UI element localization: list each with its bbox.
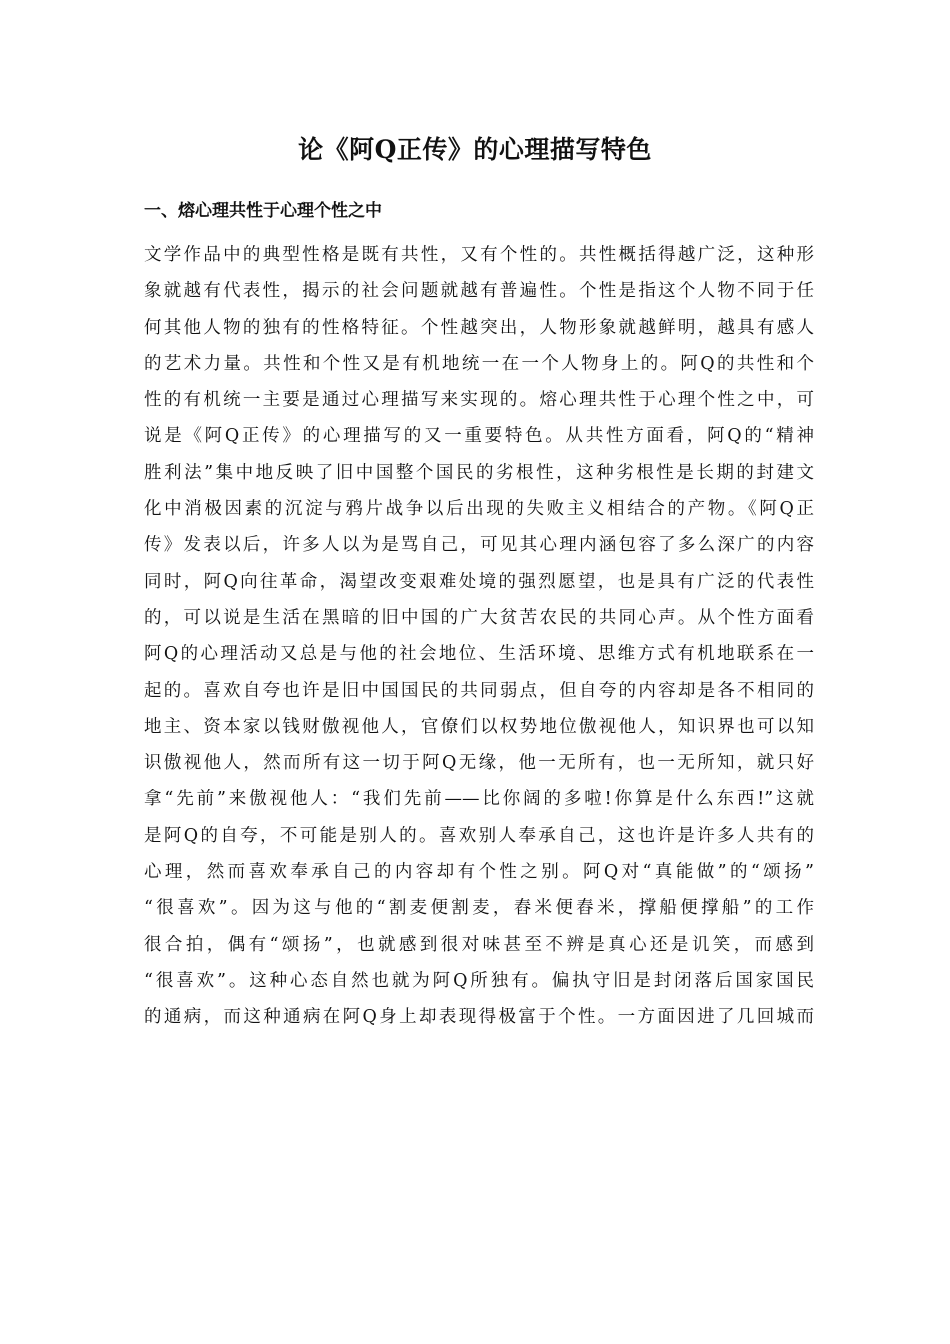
text-line: 性的有机统一主要是通过心理描写来实现的。熔心理共性于心理个性之中，可	[144, 390, 814, 411]
text-line: “很喜欢”。因为这与他的“割麦便割麦，舂米便舂米，撑船便撑船”的工作	[144, 898, 814, 919]
text-line: 起的。喜欢自夸也许是旧中国国民的共同弱点，但自夸的内容却是各不相同的	[144, 680, 814, 701]
text-line: 地主、资本家以钱财傲视他人，官僚们以权势地位傲视他人，知识界也可以知	[144, 716, 814, 737]
text-line: 传》发表以后，许多人以为是骂自己，可见其心理内涵包容了多么深广的内容	[144, 535, 814, 556]
text-line: 胜利法”集中地反映了旧中国整个国民的劣根性，这种劣根性是长期的封建文	[144, 462, 814, 483]
text-line: 说是《阿Q正传》的心理描写的又一重要特色。从共性方面看，阿Q的“精神	[144, 426, 814, 447]
text-line: “很喜欢”。这种心态自然也就为阿Q所独有。偏执守旧是封闭落后国家国民	[144, 970, 814, 991]
text-line: 象就越有代表性，揭示的社会问题就越有普遍性。个性是指这个人物不同于任	[144, 281, 814, 302]
text-line: 的艺术力量。共性和个性又是有机地统一在一个人物身上的。阿Q的共性和个	[144, 353, 814, 374]
text-line: 的通病，而这种通病在阿Q身上却表现得极富于个性。一方面因进了几回城而	[144, 1007, 814, 1028]
body-paragraph	[144, 237, 814, 1036]
text-line: 很合拍，偶有“颂扬”，也就感到很对味甚至不辨是真心还是讥笑，而感到	[144, 934, 814, 955]
text-line: 拿“先前”来傲视他人：“我们先前——比你阔的多啦!你算是什么东西!”这就	[144, 789, 814, 810]
text-line: 同时，阿Q向往革命，渴望改变艰难处境的强烈愿望，也是具有广泛的代表性	[144, 571, 814, 592]
text-line: 阿Q的心理活动又总是与他的社会地位、生活环境、思维方式有机地联系在一	[144, 644, 814, 665]
text-line: 是阿Q的自夸，不可能是别人的。喜欢别人奉承自己，这也许是许多人共有的	[144, 825, 814, 846]
text-line: 心理，然而喜欢奉承自己的内容却有个性之别。阿Q对“真能做”的“颂扬”	[144, 862, 814, 883]
text-line: 何其他人物的独有的性格特征。个性越突出，人物形象就越鲜明，越具有感人	[144, 317, 814, 338]
document-title: 论《阿Q正传》的心理描写特色	[298, 135, 652, 164]
text-line: 识傲视他人，然而所有这一切于阿Q无缘，他一无所有，也一无所知，就只好	[144, 753, 814, 774]
text-line: 文学作品中的典型性格是既有共性，又有个性的。共性概括得越广泛，这种形	[144, 245, 814, 265]
section-heading: 一、熔心理共性于心理个性之中	[144, 201, 382, 221]
text-line: 的，可以说是生活在黑暗的旧中国的广大贫苦农民的共同心声。从个性方面看	[144, 607, 814, 628]
text-line: 化中消极因素的沉淀与鸦片战争以后出现的失败主义相结合的产物。《阿Q正	[144, 499, 814, 520]
